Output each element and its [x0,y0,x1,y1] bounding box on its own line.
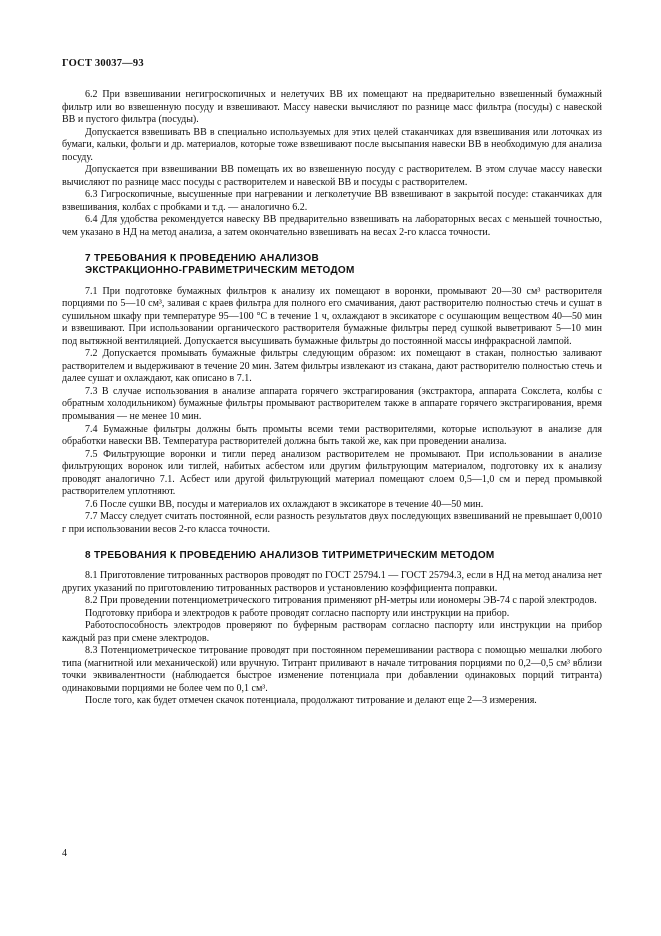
paragraph-7-4: 7.4 Бумажные фильтры должны быть промыты всеми теми растворителями, которые используют в анализе для обработки навески ВВ. Температура растворителей должна быть такой же, как при проведении анализа. [62,423,602,448]
paragraph-8-2-preparation: Подготовку прибора и электродов к работе проводят согласно паспорту или инструкции на прибор. [85,607,510,619]
paragraph-6-4: 6.4 Для удобства рекомендуется навеску ВВ предварительно взвешивать на лабораторных весах с меньшей точностью, чем указано в НД на метод анализа, а затем окончательно взвешивать на весах 2-го класса точности. [62,214,602,239]
paragraph-7-3: 7.3 В случае использования в анализе аппарата горячего экстрагирования (экстрактора, аппарата Сокслета, колбы с обратным холодильником) бумажные фильтры промывают растворителем также в аппарате горячего экстрагирования, время промывания — не менее 10 мин. [62,385,602,423]
paragraph-6-3: 6.3 Гигроскопичные, высушенные при нагревании и легколетучие ВВ взвешивают в закрытой посуде: стаканчиках для взвешивания, колбах с пробками и т.д. — аналогично 6.2. [62,189,602,213]
paragraph-6-2-solvent: Допускается при взвешивании ВВ помещать их во взвешенную посуду с растворителем. В этом случае массу навески вычисляют по разнице масс посуды с растворителем и навеской ВВ и посуды с растворителем. [62,164,602,188]
document-body [62,89,602,708]
paragraph-8-2-electrodes: Работоспособность электродов проверяют по буферным растворам согласно паспорту или инструкции на прибор каждый раз при смене электродов. [62,620,602,644]
paragraph-8-2: 8.2 При проведении потенциометрического титрования применяют рН-метры или иономеры ЭВ-74 с парой электродов. [85,595,597,607]
section-8-heading: 8 ТРЕБОВАНИЯ К ПРОВЕДЕНИЮ АНАЛИЗОВ ТИТРИМЕТРИЧЕСКИМ МЕТОДОМ [85,549,495,561]
paragraph-7-7: 7.7 Массу следует считать постоянной, если разность результатов двух последующих взвешиваний не превышает 0,0010 г при использовании весов 2-го класса точности. [62,511,602,535]
document-page [62,58,602,708]
paragraph-7-1: 7.1 При подготовке бумажных фильтров к анализу их помещают в воронки, промывают 20—30 см³ растворителя порциями по 5—10 см³, заливая с краев фильтра для полного его смачивания, дают растворителю полностью стечь и сушат в сушильном шкафу при температуре 95—100 °С в течение 1 ч, охлаждают в эксикаторе с осушающим веществом 40—50 мин и взвешивают. При использовании органического растворителя бумажные фильтры перед сушкой выветривают 5—10 мин под вытяжной вентиляцией. Допускается высушивать бумажные фильтры до постоянной массы инфракрасной лампой. [62,285,602,347]
paragraph-6-2: 6.2 При взвешивании негигроскопичных и нелетучих ВВ их помещают на предварительно взвешенный бумажный фильтр или во взвешенную посуду и взвешивают. Массу навески вычисляют по разнице масс фильтра (посуды) с навеской ВВ и пустого фильтра (посуды). [62,89,602,126]
section-7-heading [62,253,602,278]
paragraph-8-3-after-jump: После того, как будет отмечен скачок потенциала, продолжают титрование и делают еще 2—3 измерения. [85,695,537,707]
paragraph-8-3: 8.3 Потенциометрическое титрование проводят при постоянном перемешивании раствора с помощью мешалки любого типа (магнитной или механической) или вручную. Титрант приливают в начале титрования порциями по 0,2—0,5 см³ вблизи точки эквивалентности (наблюдается быстрое изменение потенциала при добавлении одинаковых порций титранта) одинаковыми порциями не более чем по 0,1 см³. [62,645,602,694]
section-7-heading-line2: ЭКСТРАКЦИОННО-ГРАВИМЕТРИЧЕСКИМ МЕТОДОМ [85,265,355,277]
paragraph-7-5: 7.5 Фильтрующие воронки и тигли перед анализом растворителем не промывают. При использовании в анализе фильтрующих воронок или тиглей, набитых асбестом или другим фильтрующим материалом, подготовку их к анализу проводят аналогично 7.1. Асбест или другой фильтрующий материал помещают слоем 0,5—1,0 см и перед промывкой растворителем уплотняют. [62,448,602,498]
paragraph-6-2-weighing-containers: Допускается взвешивать ВВ в специально используемых для этих целей стаканчиках для взвешивания или лоточках из бумаги, кальки, фольги и др. материалов, которые тоже взвешивают после высыпания навески ВВ в необходимую для анализа посуду. [62,126,602,163]
document-id-header: ГОСТ 30037—93 [62,58,144,69]
page-number: 4 [62,848,67,859]
paragraph-8-1: 8.1 Приготовление титрованных растворов проводят по ГОСТ 25794.1 — ГОСТ 25794.3, если в НД на метод анализа нет других указаний по приготовлению титрованных растворов и установлению коэффициента поправки. [62,570,602,594]
section-7-heading-line1: 7 ТРЕБОВАНИЯ К ПРОВЕДЕНИЮ АНАЛИЗОВ [85,252,319,264]
paragraph-7-2: 7.2 Допускается промывать бумажные фильтры следующим образом: их помещают в стакан, полностью заливают растворителем и выдерживают в течение 20 мин. Затем фильтры извлекают из стакана, дают растворителю полностью стечь и далее сушат и охлаждают, как описано в 7.1. [62,348,602,385]
paragraph-7-6: 7.6 После сушки ВВ, посуды и материалов их охлаждают в эксикаторе в течение 40—50 мин. [85,498,484,510]
